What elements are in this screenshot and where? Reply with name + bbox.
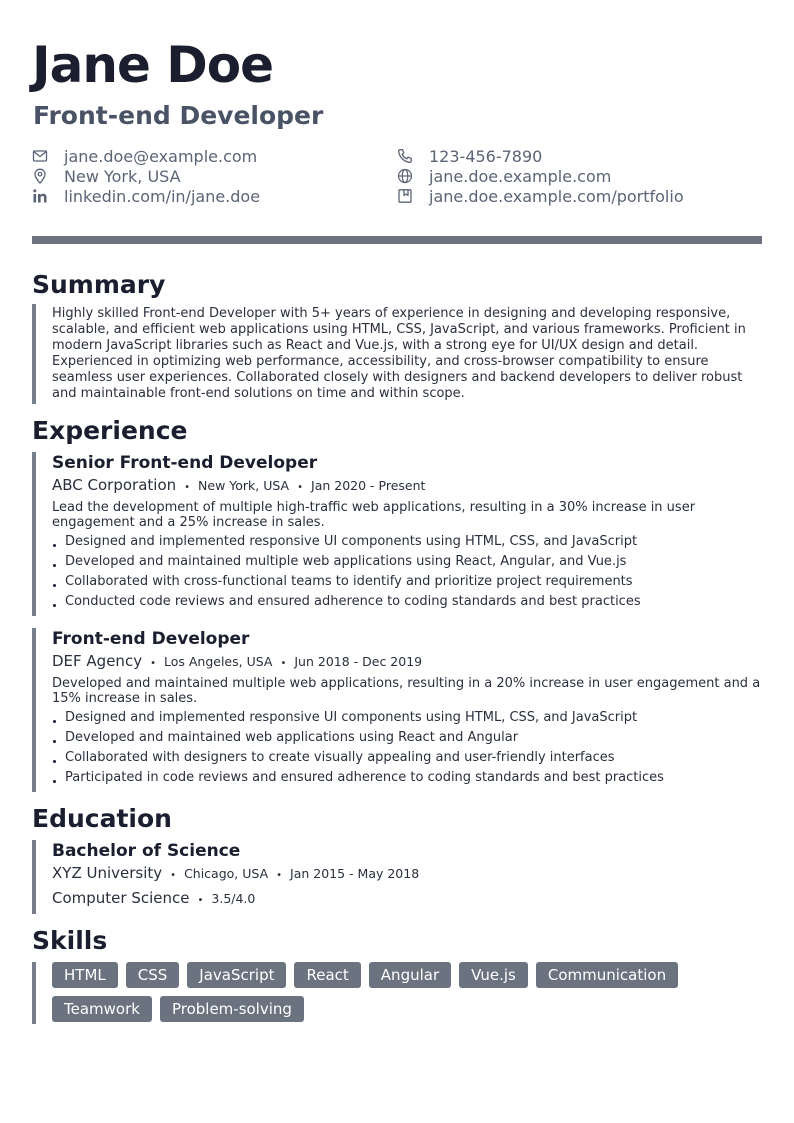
job-bullets [52, 532, 762, 612]
bullet-item: Conducted code reviews and ensured adherence to coding standards and best practices [52, 592, 762, 612]
map-pin-icon [32, 168, 48, 184]
contact-location [32, 166, 397, 186]
full-name: Jane Doe [32, 36, 274, 94]
education-heading: Education [32, 804, 172, 833]
skill-chip: React [294, 962, 360, 988]
phone-icon [397, 148, 413, 164]
job-entry [32, 628, 762, 792]
contact-website[interactable] [397, 166, 684, 186]
education-dates: Jan 2015 - May 2018 [290, 866, 420, 881]
resume-header [32, 34, 762, 132]
globe-icon [397, 168, 413, 184]
experience-heading: Experience [32, 416, 188, 445]
field-of-study: Computer Science [52, 889, 190, 907]
degree-title: Bachelor of Science [52, 841, 241, 861]
email-text: jane.doe@example.com [64, 146, 258, 166]
bullet-item: Designed and implemented responsive UI components using HTML, CSS, and JavaScript [52, 708, 762, 728]
summary-section [32, 270, 762, 404]
education-entry [32, 840, 762, 914]
education-field-meta [52, 887, 762, 912]
separator-dot: • [276, 870, 283, 881]
contact-column-left [32, 146, 397, 206]
job-dates: Jan 2020 - Present [311, 478, 426, 493]
skill-chip: Angular [369, 962, 451, 988]
job-company: DEF Agency [52, 652, 143, 670]
contact-column-right [397, 146, 684, 206]
skill-chip: Problem-solving [160, 996, 304, 1022]
mail-icon [32, 148, 48, 164]
bookmark-icon [397, 188, 413, 204]
separator-dot: • [280, 658, 287, 669]
header-divider [32, 236, 762, 244]
skills-heading: Skills [32, 926, 108, 955]
job-description: Lead the development of multiple high-traffic web applications, resulting in a 30% increase in user engagement and a 25% increase in sales. [52, 500, 696, 530]
summary-text: Highly skilled Front-end Developer with 5+ years of experience in designing and developing responsive, scalable, and efficient web applications using HTML, CSS, JavaScript, and various frameworks. Proficient in modern JavaScript libraries such as React and Vue.js, with a strong eye for UI/UX design and detail. Experienced in optimizing web performance, accessibility, and cross-browser compatibility to ensure seamless user experiences. Collaborated closely with designers and backend developers to deliver robust and maintainable front-end solutions on time and within scope. [32, 304, 762, 404]
job-entry [32, 452, 762, 616]
linkedin-icon [32, 188, 48, 204]
job-description: Developed and maintained multiple web applications, resulting in a 20% increase in user engagement and a 15% increase in sales. [52, 676, 761, 706]
bullet-item: Collaborated with cross-functional teams to identify and prioritize project requirements [52, 572, 762, 592]
separator-dot: • [297, 482, 304, 493]
gpa: 3.5/4.0 [211, 891, 256, 906]
website-text: jane.doe.example.com [429, 166, 612, 186]
skills-section [32, 926, 762, 1024]
skill-chip: JavaScript [187, 962, 286, 988]
skill-chip: CSS [126, 962, 180, 988]
skills-list [32, 962, 762, 1024]
skill-chip: Vue.js [459, 962, 528, 988]
experience-section [32, 416, 762, 792]
job-title: Senior Front-end Developer [52, 453, 318, 473]
skill-chip: Communication [536, 962, 678, 988]
bullet-item: Designed and implemented responsive UI components using HTML, CSS, and JavaScript [52, 532, 762, 552]
job-meta [52, 474, 762, 499]
summary-heading: Summary [32, 270, 166, 299]
job-dates: Jun 2018 - Dec 2019 [294, 654, 423, 669]
bullet-item: Participated in code reviews and ensured adherence to coding standards and best practices [52, 768, 762, 788]
contact-phone[interactable] [397, 146, 684, 166]
school-location: Chicago, USA [184, 866, 269, 881]
job-company: ABC Corporation [52, 476, 177, 494]
bullet-item: Collaborated with designers to create visually appealing and user-friendly interfaces [52, 748, 762, 768]
job-meta [52, 650, 762, 675]
education-meta [52, 862, 762, 887]
job-bullets [52, 708, 762, 788]
separator-dot: • [184, 482, 191, 493]
contact-email[interactable] [32, 146, 397, 166]
job-role: Front-end Developer [33, 101, 324, 130]
education-section [32, 804, 762, 914]
separator-dot: • [170, 870, 177, 881]
job-location: New York, USA [198, 478, 290, 493]
separator-dot: • [197, 895, 204, 906]
linkedin-text: linkedin.com/in/jane.doe [64, 186, 261, 206]
skill-chip: HTML [52, 962, 118, 988]
school-name: XYZ University [52, 864, 163, 882]
bullet-item: Developed and maintained multiple web applications using React, Angular, and Vue.js [52, 552, 762, 572]
location-text: New York, USA [64, 166, 181, 186]
job-title: Front-end Developer [52, 629, 250, 649]
separator-dot: • [150, 658, 156, 669]
job-location: Los Angeles, USA [163, 654, 273, 669]
contact-linkedin[interactable] [32, 186, 397, 206]
portfolio-text: jane.doe.example.com/portfolio [429, 186, 684, 206]
phone-text: 123-456-7890 [429, 146, 543, 166]
contact-info [32, 146, 762, 206]
bullet-item: Developed and maintained web applications using React and Angular [52, 728, 762, 748]
contact-portfolio[interactable] [397, 186, 684, 206]
skill-chip: Teamwork [52, 996, 152, 1022]
